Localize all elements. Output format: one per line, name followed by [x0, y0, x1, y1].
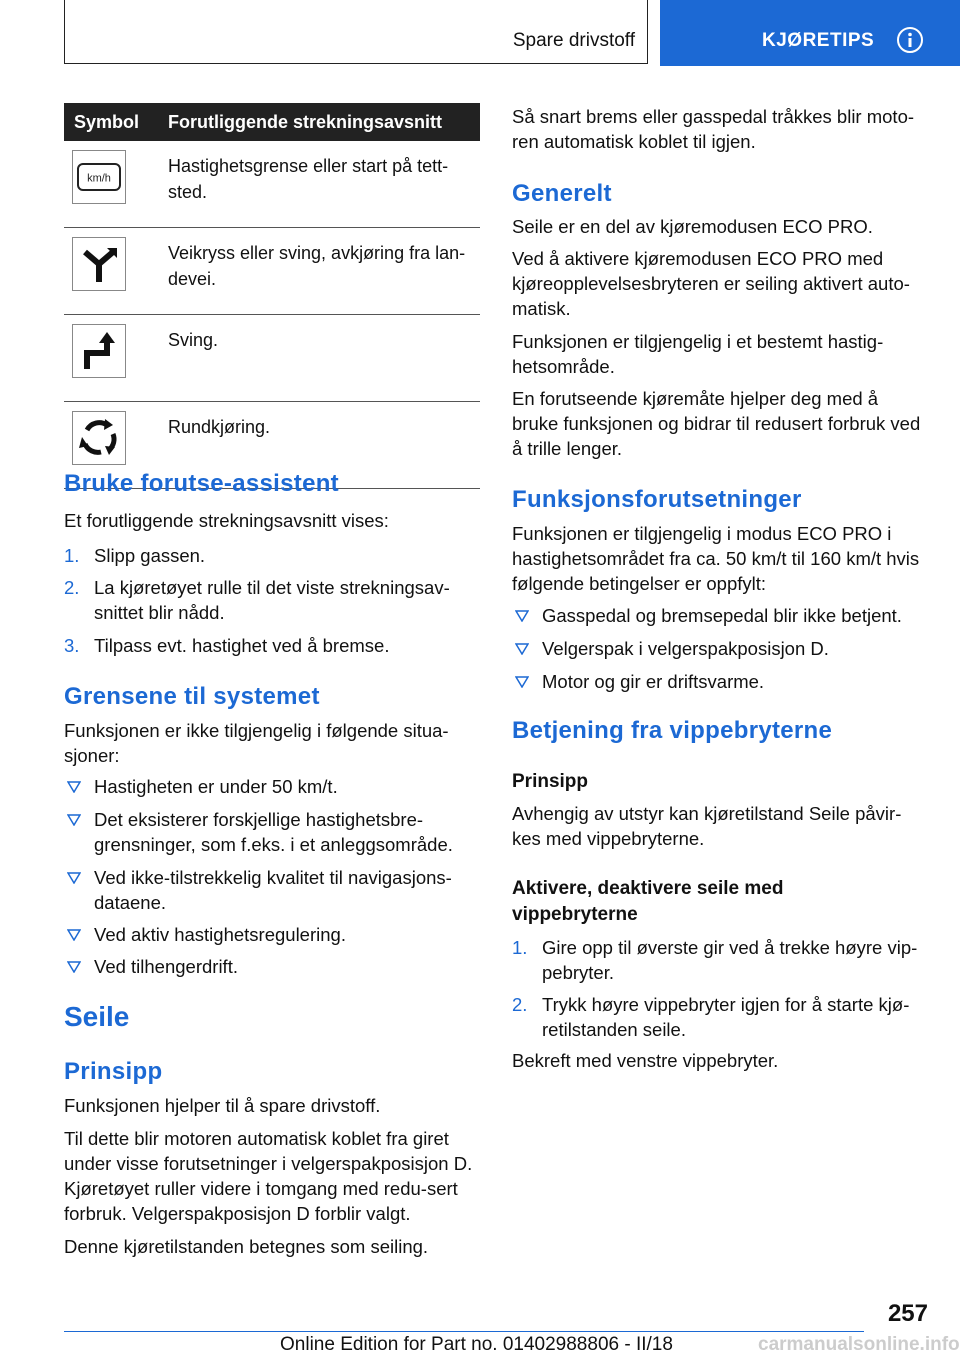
paragraph: Ved å aktivere kjøremodusen ECO PRO med kjøreopplevelsesbryteren er seiling aktivert auto-matisk.	[512, 248, 910, 319]
symbol-table	[64, 103, 480, 489]
list-number: 2.	[64, 577, 80, 598]
heading-prinsipp: Prinsipp	[64, 1058, 163, 1085]
list-item: 1. Gire opp til øverste gir ved å trekke høyre vip-pebryter.	[512, 937, 918, 983]
bullet-triangle-icon	[67, 929, 81, 941]
paragraph: Så snart brems eller gasspedal tråkkes blir moto-ren automatisk koblet til igjen.	[512, 106, 915, 152]
list-item: Ved tilhengerdrift.	[64, 954, 480, 979]
table-cell-text: Rundkjøring.	[158, 402, 480, 489]
bullet-triangle-icon	[67, 961, 81, 973]
roundabout-icon	[72, 411, 126, 465]
paragraph: Funksjonen er tilgjengelig i modus ECO PRO i hastighetsområdet fra ca. 50 km/t til 160 km/t hvis følgende betingelser er oppfylt:	[512, 523, 920, 594]
info-icon[interactable]	[896, 26, 924, 54]
paragraph-grensene: Funksjonen er ikke tilgjengelig i følgende situa-sjoner:	[64, 720, 449, 766]
heading-betjening: Betjening fra vippebryterne	[512, 717, 833, 744]
paragraph: En forutseende kjøremåte hjelper deg med å bruke funksjonen og bidrar til redusert forbruk ved å trille lenger.	[512, 388, 921, 459]
table-header-section: Forutliggende strekningsavsnitt	[158, 103, 480, 141]
list-item: Det eksisterer forskjellige hastighetsbre-grensninger, som f.eks. i et anleggsområde.	[64, 807, 480, 857]
header-section-title: Spare drivstoff	[512, 30, 635, 51]
header-chapter-tab[interactable]	[660, 0, 960, 66]
list-number: 3.	[64, 635, 80, 656]
list-item: Hastigheten er under 50 km/t.	[64, 774, 480, 799]
bullet-triangle-icon	[67, 781, 81, 793]
subheading-prinsipp: Prinsipp	[512, 771, 589, 792]
bullet-triangle-icon	[67, 872, 81, 884]
header-chapter-label: KJØRETIPS	[762, 30, 875, 51]
speed-limit-icon-text: km/h	[87, 172, 111, 185]
list-item: Motor og gir er driftsvarme.	[512, 669, 928, 694]
bullet-triangle-icon	[515, 676, 529, 688]
heading-funksjonsforutsetninger: Funksjonsforutsetninger	[512, 486, 802, 513]
list-item: Velgerspak i velgerspakposisjon D.	[512, 636, 928, 661]
page-number: 257	[887, 1300, 928, 1327]
list-item: 2. La kjøretøyet rulle til det viste strekningsav-snittet blir nådd.	[64, 577, 450, 623]
list-item: Gasspedal og bremsepedal blir ikke betjent.	[512, 603, 928, 628]
paragraph: Funksjonen er tilgjengelig i et bestemt hastig-hetsområde.	[512, 331, 884, 377]
paragraph-forutse: Et forutliggende strekningsavsnitt vises:	[64, 510, 389, 531]
paragraph: Til dette blir motoren automatisk koblet fra giret under visse forutsetninger i velgerspakposisjon D. Kjøretøyet ruller videre i tomgang med redu-sert forbruk. Velgerspakposisjon D forblir valgt.	[64, 1128, 473, 1224]
heading-generelt: Generelt	[512, 180, 612, 207]
list-item: Ved aktiv hastighetsregulering.	[64, 922, 480, 947]
table-cell-text: Sving.	[158, 315, 480, 402]
list-item: 2. Trykk høyre vippebryter igjen for å starte kjø-retilstanden seile.	[512, 994, 910, 1040]
turn-icon	[72, 324, 126, 378]
paragraph: Seile er en del av kjøremodusen ECO PRO.	[512, 216, 873, 237]
paragraph: Funksjonen hjelper til å spare drivstoff.	[64, 1095, 381, 1116]
list-item: 1. Slipp gassen.	[64, 545, 206, 566]
heading-forutse: Bruke forutse-assistent	[64, 470, 339, 497]
list-number: 1.	[512, 937, 528, 958]
footer-divider	[64, 1331, 864, 1332]
bullet-triangle-icon	[515, 643, 529, 655]
list-number: 2.	[512, 994, 528, 1015]
watermark: carmanualsonline.info	[758, 1334, 960, 1355]
junction-icon	[72, 237, 126, 291]
heading-grensene: Grensene til systemet	[64, 683, 320, 710]
table-cell-text: Hastighetsgrense eller start på tett-sted.	[158, 141, 480, 228]
heading-seile: Seile	[64, 1001, 130, 1032]
bullet-triangle-icon	[67, 814, 81, 826]
table-header-row	[64, 103, 480, 141]
list-item: 3. Tilpass evt. hastighet ved å bremse.	[64, 635, 390, 656]
table-row	[64, 141, 480, 228]
list-number: 1.	[64, 545, 80, 566]
header-section-box	[64, 0, 648, 64]
bullet-triangle-icon	[515, 610, 529, 622]
table-row	[64, 315, 480, 402]
paragraph: Bekreft med venstre vippebryter.	[512, 1050, 779, 1071]
table-cell-text: Veikryss eller sving, avkjøring fra lan-devei.	[158, 228, 480, 315]
footer-edition: Online Edition for Part no. 01402988806 - II/18	[280, 1334, 673, 1355]
table-header-symbol: Symbol	[64, 103, 158, 141]
list-item: Ved ikke-tilstrekkelig kvalitet til navigasjons-dataene.	[64, 865, 480, 915]
paragraph: Avhengig av utstyr kan kjøretilstand Seile påvir-kes med vippebryterne.	[512, 803, 902, 849]
subheading-aktivere: Aktivere, deaktivere seile med vippebryterne	[512, 878, 784, 925]
table-row	[64, 228, 480, 315]
speed-limit-icon	[72, 150, 126, 204]
paragraph: Denne kjøretilstanden betegnes som seiling.	[64, 1236, 429, 1257]
